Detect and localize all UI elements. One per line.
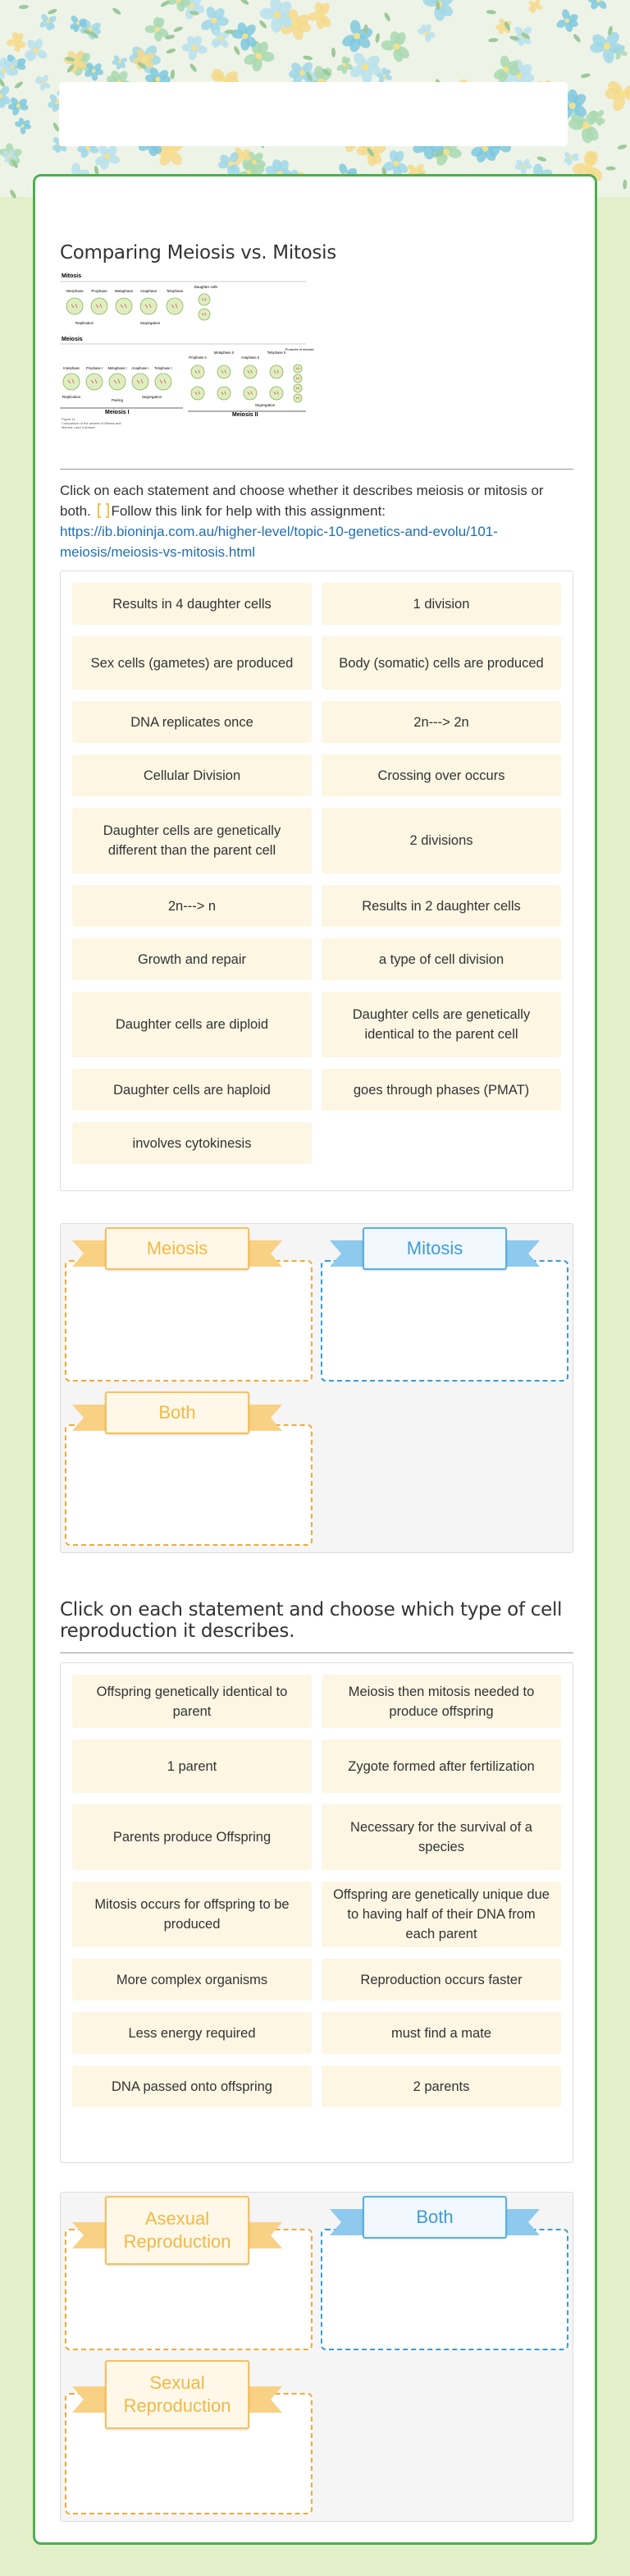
fig-caption-2: Comparison of the phases of Mitosis and bbox=[62, 421, 121, 425]
flower-icon bbox=[563, 151, 579, 167]
leaf-icon bbox=[623, 179, 627, 189]
statement-item[interactable]: More complex organisms bbox=[72, 1959, 312, 2001]
cell-icon bbox=[270, 387, 283, 400]
leaf-icon bbox=[303, 55, 313, 61]
statement-item[interactable]: involves cytokinesis bbox=[72, 1122, 312, 1164]
leaf-icon bbox=[240, 0, 250, 6]
link-bracket-icon bbox=[98, 503, 109, 518]
cell-icon bbox=[132, 374, 148, 390]
fig-phase-label: Anaphase I bbox=[131, 366, 149, 370]
flower-icon bbox=[94, 143, 121, 171]
statement-item[interactable]: Sex cells (gametes) are produced bbox=[72, 636, 312, 690]
category-label: Meiosis bbox=[105, 1227, 249, 1270]
cell-icon bbox=[191, 365, 204, 378]
statement-item[interactable]: Daughter cells are haploid bbox=[72, 1069, 312, 1111]
cell-icon bbox=[294, 394, 302, 402]
leaf-icon bbox=[488, 38, 498, 43]
leaf-icon bbox=[14, 80, 25, 89]
cell-icon bbox=[217, 387, 231, 400]
flower-icon bbox=[308, 1, 333, 30]
leaf-icon bbox=[189, 62, 198, 73]
fig-phase-label: Daughter cells bbox=[194, 285, 218, 289]
section1-drop-zones bbox=[60, 1223, 573, 1553]
mitosis-row bbox=[66, 285, 218, 325]
cell-icon bbox=[167, 298, 183, 314]
cell-icon bbox=[294, 374, 302, 383]
statement-item[interactable]: Zygote formed after fertilization bbox=[322, 1739, 561, 1793]
cell-icon bbox=[155, 374, 171, 390]
leaf-icon bbox=[170, 69, 175, 79]
statement-item[interactable]: 2n---> n bbox=[72, 885, 312, 927]
cell-icon bbox=[199, 309, 210, 320]
leaf-icon bbox=[606, 167, 616, 171]
fig-phase-label: Metaphase I bbox=[107, 366, 127, 370]
section1-item-bank bbox=[60, 571, 573, 1191]
fig-phase-label: Pairing bbox=[111, 398, 124, 402]
drop-zone-both[interactable] bbox=[65, 1424, 313, 1546]
flower-icon bbox=[495, 17, 513, 35]
section2-item-bank bbox=[60, 1662, 573, 2163]
fig-phase-label: Telophase II bbox=[267, 351, 286, 355]
statement-item[interactable]: must find a mate bbox=[322, 2012, 561, 2054]
cell-icon bbox=[217, 365, 231, 378]
category-label: Both bbox=[363, 2196, 507, 2239]
flower-icon bbox=[605, 79, 630, 113]
flower-icon bbox=[6, 31, 27, 53]
fig-meiosis-title: Meiosis bbox=[62, 337, 83, 342]
fig-phase-label: Metaphase bbox=[114, 289, 134, 293]
header-box bbox=[59, 82, 568, 146]
statement-item[interactable]: 1 division bbox=[322, 583, 561, 625]
category-label: Mitosis bbox=[363, 1227, 507, 1270]
cell-icon bbox=[191, 387, 204, 400]
flower-icon bbox=[527, 0, 543, 14]
statement-item[interactable]: Results in 2 daughter cells bbox=[322, 885, 561, 927]
cell-icon bbox=[63, 374, 80, 390]
flower-icon bbox=[23, 38, 48, 63]
leaf-icon bbox=[258, 19, 268, 29]
fig-phase-label: Segregation bbox=[254, 403, 276, 407]
flower-icon bbox=[348, 51, 382, 85]
statement-item[interactable]: goes through phases (PMAT) bbox=[322, 1069, 561, 1111]
statement-item[interactable]: Offspring genetically identical to parent bbox=[72, 1675, 312, 1728]
flower-icon bbox=[587, 0, 608, 11]
cell-icon bbox=[116, 298, 132, 314]
leaf-icon bbox=[233, 45, 241, 56]
category-label: Sexual Reproduction bbox=[105, 2360, 249, 2429]
statement-item[interactable]: Mitosis occurs for offspring to be produced bbox=[72, 1882, 312, 1947]
drop-zone-mitosis[interactable] bbox=[321, 1260, 568, 1382]
statement-item[interactable]: Parents produce Offspring bbox=[72, 1804, 312, 1870]
help-link[interactable]: https://ib.bioninja.com.au/higher-level/topic-10-genetics-and-evolu/101-meiosis/meiosis-vs-mitosis.html bbox=[60, 524, 498, 560]
section1-header bbox=[60, 242, 573, 264]
fig-phase-label: Segregation bbox=[139, 321, 161, 325]
fig-phase-label: Segregation bbox=[141, 395, 162, 399]
fig-caption-3: Meiosis I and II phases bbox=[62, 425, 95, 429]
leaf-icon bbox=[580, 72, 591, 78]
leaf-icon bbox=[536, 156, 547, 163]
statement-item[interactable]: Meiosis then mitosis needed to produce offspring bbox=[322, 1675, 561, 1728]
statement-item[interactable]: Reproduction occurs faster bbox=[322, 1959, 561, 2001]
worksheet-card bbox=[33, 174, 597, 2545]
statement-item[interactable]: Daughter cells are diploid bbox=[72, 992, 312, 1057]
leaf-icon bbox=[375, 33, 381, 44]
fig-mitosis-title: Mitosis bbox=[62, 273, 82, 279]
cell-icon bbox=[294, 384, 302, 392]
cell-icon bbox=[86, 374, 103, 390]
statement-item[interactable]: Cellular Division bbox=[72, 754, 312, 796]
fig-caption-1: Figure 11 bbox=[62, 417, 75, 421]
fig-phase-label: Replication bbox=[62, 395, 81, 399]
statement-item[interactable]: Offspring are genetically unique due to having half of their DNA from each parent bbox=[322, 1882, 561, 1947]
leaf-icon bbox=[173, 25, 184, 33]
leaf-icon bbox=[19, 5, 29, 10]
leaf-icon bbox=[112, 7, 122, 16]
fig-phase-label: Telophase bbox=[166, 289, 184, 293]
fig-phase-label: Metaphase II bbox=[213, 351, 235, 355]
cell-icon bbox=[66, 298, 83, 314]
statement-item[interactable]: 2n---> 2n bbox=[322, 701, 561, 743]
fig-phase-label: Prophase II bbox=[189, 355, 207, 360]
flower-icon bbox=[590, 30, 625, 64]
leaf-icon bbox=[573, 33, 582, 43]
fig-phase-label: Products of meiosis bbox=[285, 347, 314, 351]
drop-zone-meiosis[interactable] bbox=[65, 1260, 313, 1382]
statement-item[interactable]: 2 parents bbox=[322, 2065, 561, 2107]
statement-item[interactable]: DNA replicates once bbox=[72, 701, 312, 743]
statement-item[interactable]: a type of cell division bbox=[322, 938, 561, 980]
statement-item[interactable]: 2 divisions bbox=[322, 808, 561, 873]
statement-item[interactable]: Necessary for the survival of a species bbox=[322, 1804, 561, 1870]
statement-item[interactable]: Less energy required bbox=[72, 2012, 312, 2054]
section1-title: Comparing Meiosis vs. Mitosis bbox=[60, 242, 336, 264]
flower-icon bbox=[514, 158, 532, 175]
flower-icon bbox=[7, 96, 29, 117]
fig-meiosis2-label: Meiosis II bbox=[232, 412, 258, 418]
fig-phase-label: Anaphase II bbox=[240, 355, 260, 360]
category-label: Asexual Reproduction bbox=[105, 2196, 249, 2265]
fig-phase-label: Prophase I bbox=[85, 366, 103, 370]
flower-icon bbox=[34, 74, 52, 91]
cell-icon bbox=[294, 364, 302, 373]
fig-phase-label: Replication bbox=[75, 321, 94, 325]
category-label: Both bbox=[105, 1391, 249, 1434]
meiosis-mitosis-diagram bbox=[60, 270, 314, 431]
leaf-icon bbox=[383, 11, 391, 22]
fig-phase-label: Anaphase bbox=[139, 289, 158, 293]
statement-item[interactable]: Body (somatic) cells are produced bbox=[322, 636, 561, 690]
leaf-icon bbox=[331, 48, 336, 57]
statement-item[interactable]: Daughter cells are genetically identical to the parent cell bbox=[322, 992, 561, 1057]
fig-phase-label: Interphase bbox=[66, 289, 84, 293]
section2-header bbox=[60, 1599, 573, 1642]
statement-item[interactable]: Daughter cells are genetically different than the parent cell bbox=[72, 808, 312, 873]
flower-icon bbox=[112, 54, 128, 70]
flower-icon bbox=[381, 30, 412, 63]
fig-phase-label: Telophase I bbox=[154, 366, 172, 370]
flower-icon bbox=[555, 8, 579, 33]
fig-meiosis1-label: Meiosis I bbox=[105, 410, 130, 415]
flower-icon bbox=[14, 117, 31, 135]
cell-icon bbox=[199, 294, 210, 305]
leaf-icon bbox=[486, 10, 496, 15]
statement-item[interactable]: Results in 4 daughter cells bbox=[72, 583, 312, 625]
cell-icon bbox=[91, 298, 107, 314]
flower-icon bbox=[230, 21, 258, 51]
statement-item[interactable]: Growth and repair bbox=[72, 938, 312, 980]
leaf-icon bbox=[166, 48, 176, 54]
cell-icon bbox=[140, 298, 157, 314]
instructions bbox=[60, 480, 573, 562]
section2-title: Click on each statement and choose which type of cell reproduction it describes. bbox=[60, 1599, 563, 1642]
drop-zone-both[interactable] bbox=[321, 2229, 568, 2350]
fig-phase-label: Prophase bbox=[91, 289, 107, 293]
statement-item[interactable]: DNA passed onto offspring bbox=[72, 2065, 312, 2107]
cell-icon bbox=[109, 374, 126, 390]
cell-icon bbox=[244, 365, 257, 378]
statement-item[interactable]: 1 parent bbox=[72, 1739, 312, 1793]
statement-item[interactable]: Crossing over occurs bbox=[322, 754, 561, 796]
flower-icon bbox=[340, 19, 374, 53]
section2-divider bbox=[60, 1652, 573, 1653]
leaf-icon bbox=[47, 8, 57, 16]
leaf-icon bbox=[617, 144, 628, 150]
fig-phase-label: Interphase bbox=[63, 366, 80, 370]
flower-icon bbox=[39, 13, 57, 31]
cell-icon bbox=[244, 387, 257, 400]
cell-icon bbox=[270, 365, 283, 378]
flower-icon bbox=[181, 34, 208, 62]
flower-icon bbox=[417, 23, 436, 43]
help-text: Follow this link for help with this assignment: bbox=[111, 503, 386, 519]
instruction-text: Click on each statement and choose whether it describes meiosis or mitosis or both. bbox=[60, 483, 544, 519]
leaf-icon bbox=[9, 189, 17, 199]
section2-drop-zones bbox=[60, 2192, 573, 2522]
meiosis-row bbox=[62, 347, 314, 407]
section1-divider bbox=[60, 468, 573, 470]
